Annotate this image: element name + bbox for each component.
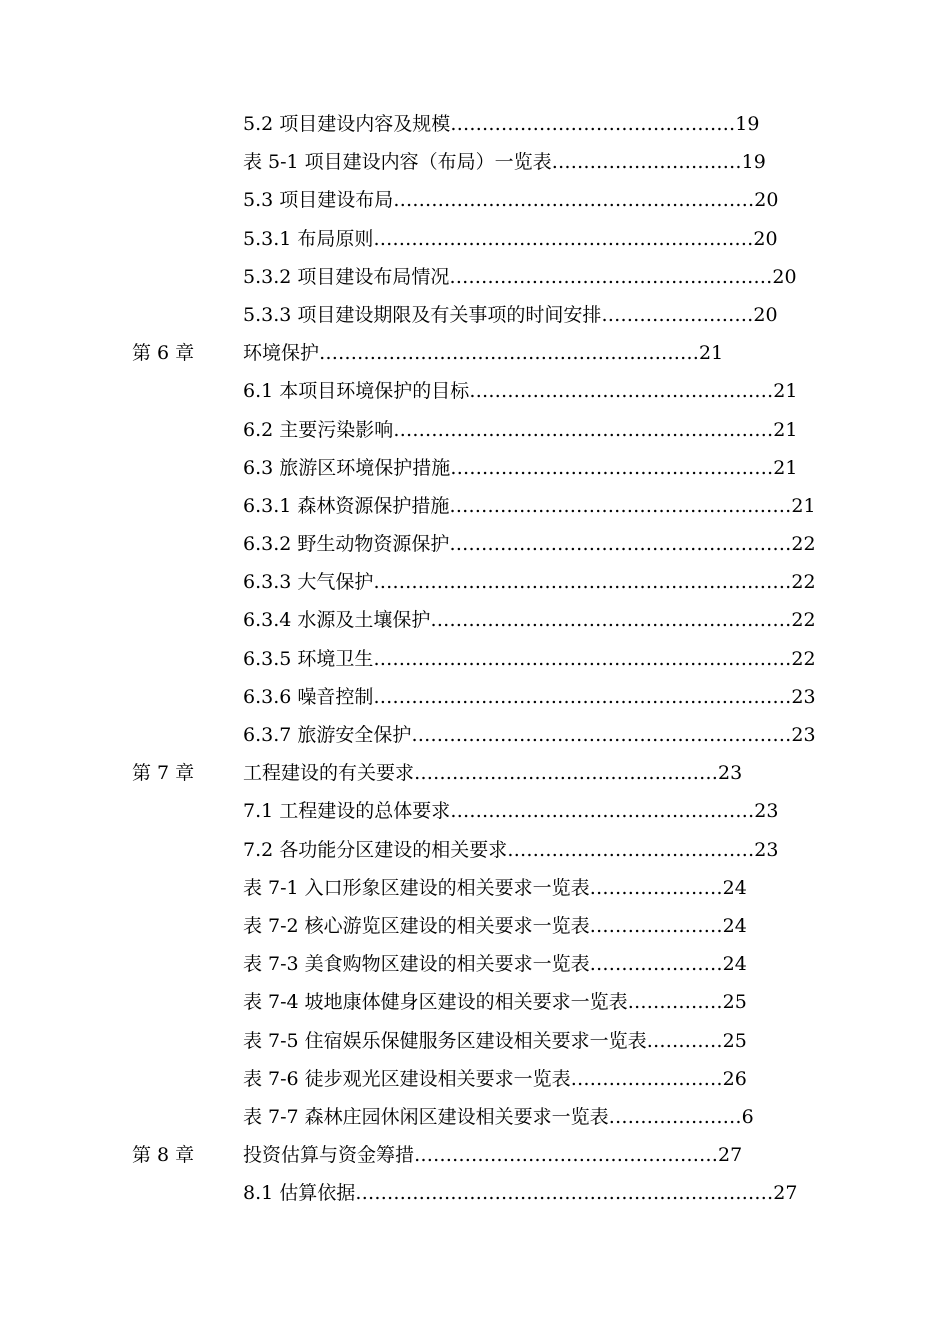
toc-entry: 表 7-1 入口形象区建设的相关要求一览表…………………24 (243, 876, 747, 899)
toc-row (0, 945, 950, 983)
chapter-label: 第 6 章 (132, 342, 195, 365)
toc-row (0, 1022, 950, 1060)
table-of-contents (0, 105, 950, 1212)
toc-row (0, 449, 950, 487)
toc-entry: 工程建设的有关要求…………………………………………23 (243, 762, 743, 785)
toc-row (0, 411, 950, 449)
toc-row (0, 983, 950, 1021)
toc-entry: 6.3.3 大气保护…………………………………………………………22 (243, 571, 816, 594)
toc-row (0, 716, 950, 754)
toc-entry: 5.3 项目建设布局…………………………………………………20 (243, 189, 779, 212)
toc-entry: 5.2 项目建设内容及规模………………………………………19 (243, 113, 760, 135)
toc-entry: 表 5-1 项目建设内容（布局）一览表…………………………19 (243, 151, 766, 174)
toc-row (0, 792, 950, 830)
toc-row (0, 105, 950, 143)
toc-entry: 环境保护……………………………………………………21 (243, 342, 724, 365)
toc-row (0, 1060, 950, 1098)
toc-entry: 6.3 旅游区环境保护措施……………………………………………21 (243, 456, 798, 479)
toc-entry: 7.1 工程建设的总体要求…………………………………………23 (243, 800, 779, 823)
toc-entry: 5.3.3 项目建设期限及有关事项的时间安排……………………20 (243, 303, 778, 326)
toc-entry: 表 7-2 核心游览区建设的相关要求一览表…………………24 (243, 914, 747, 937)
toc-row (0, 220, 950, 258)
toc-row (0, 334, 950, 372)
toc-row (0, 563, 950, 601)
toc-entry: 6.3.1 森林资源保护措施………………………………………………21 (243, 494, 816, 517)
toc-row (0, 1136, 950, 1174)
toc-entry: 6.1 本项目环境保护的目标…………………………………………21 (243, 380, 798, 403)
toc-entry: 5.3.1 布局原则……………………………………………………20 (243, 227, 778, 250)
toc-row (0, 831, 950, 869)
toc-row (0, 754, 950, 792)
toc-entry: 6.3.6 噪音控制…………………………………………………………23 (243, 685, 816, 708)
toc-entry: 表 7-6 徒步观光区建设相关要求一览表……………………26 (243, 1067, 747, 1090)
toc-row (0, 143, 950, 181)
toc-entry: 6.2 主要污染影响……………………………………………………21 (243, 418, 798, 441)
toc-row (0, 372, 950, 410)
toc-row (0, 258, 950, 296)
toc-entry: 表 7-4 坡地康体健身区建设的相关要求一览表……………25 (243, 991, 747, 1014)
toc-row (0, 869, 950, 907)
toc-entry: 表 7-5 住宿娱乐保健服务区建设相关要求一览表…………25 (243, 1029, 747, 1052)
toc-row (0, 907, 950, 945)
toc-entry: 6.3.7 旅游安全保护……………………………………………………23 (243, 724, 816, 746)
toc-row (0, 1174, 950, 1212)
toc-entry: 表 7-3 美食购物区建设的相关要求一览表…………………24 (243, 953, 747, 976)
toc-row (0, 678, 950, 716)
toc-entry: 7.2 各功能分区建设的相关要求…………………………………23 (243, 838, 779, 861)
chapter-label: 第 8 章 (132, 1144, 195, 1167)
toc-row (0, 181, 950, 219)
toc-row (0, 525, 950, 563)
toc-row (0, 601, 950, 639)
toc-row (0, 296, 950, 334)
toc-entry: 5.3.2 项目建设布局情况……………………………………………20 (243, 265, 797, 288)
toc-entry: 6.3.5 环境卫生…………………………………………………………22 (243, 647, 816, 670)
chapter-label: 第 7 章 (132, 762, 195, 785)
toc-entry: 投资估算与资金筹措…………………………………………27 (243, 1144, 743, 1167)
toc-row (0, 640, 950, 678)
toc-row (0, 1098, 950, 1136)
toc-entry: 6.3.2 野生动物资源保护………………………………………………22 (243, 533, 816, 556)
toc-entry: 8.1 估算依据…………………………………………………………27 (243, 1182, 798, 1205)
toc-entry: 6.3.4 水源及土壤保护…………………………………………………22 (243, 609, 816, 632)
toc-row (0, 487, 950, 525)
toc-entry: 表 7-7 森林庄园休闲区建设相关要求一览表…………………6 (243, 1105, 754, 1128)
